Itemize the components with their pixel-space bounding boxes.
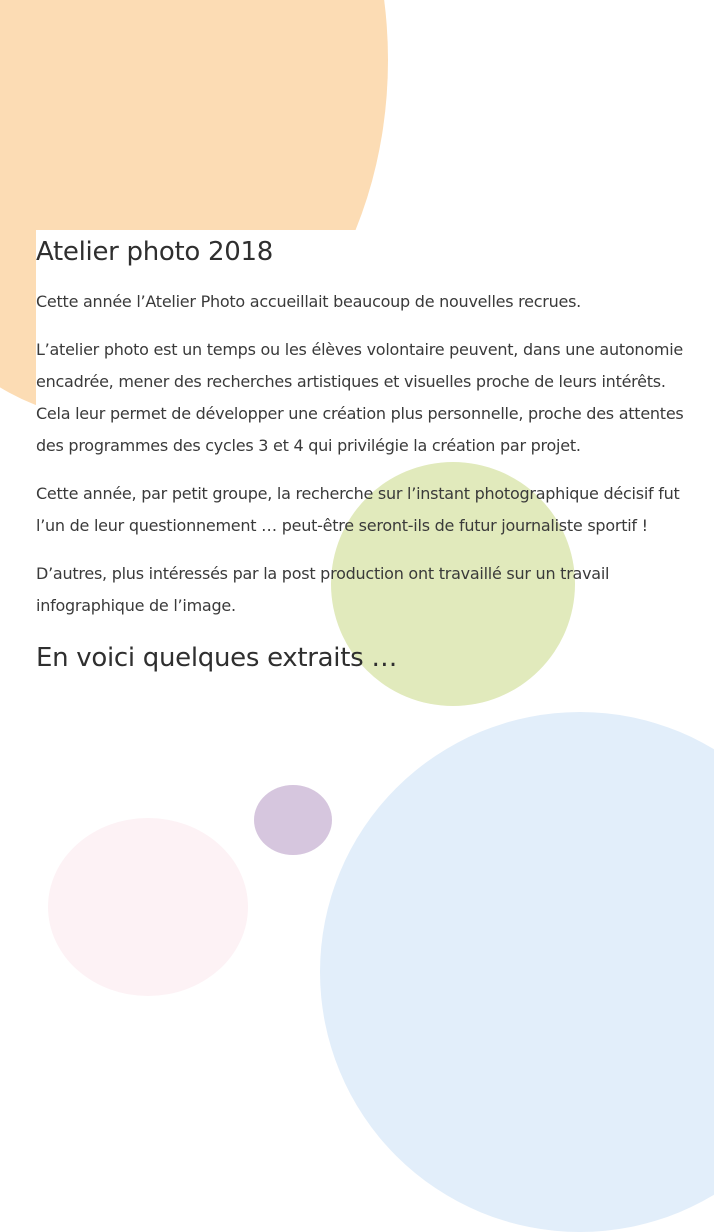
document-content <box>36 232 686 678</box>
paragraph-post-production: D’autres, plus intéressés par la post production ont travaillé sur un travail infographique de l’image. <box>36 564 610 615</box>
closing-heading: En voici quelques extraits … <box>36 643 398 673</box>
paragraph-research: Cette année, par petit groupe, la recherche sur l’instant photographique décisif fut l’un de leur questionnement … peut-être seront-ils de futur journaliste sportif ! <box>36 484 680 535</box>
paragraph-description: L’atelier photo est un temps ou les élèves volontaire peuvent, dans une autonomie encadrée, mener des recherches artistiques et visuelles proche de leurs intérêts. Cela leur permet de développer une création plus personnelle, proche des attentes des programmes des cycles 3 et 4 qui privilégie la création par projet. <box>36 340 684 455</box>
decorative-pink-circle <box>48 818 248 996</box>
decorative-purple-circle <box>254 785 332 855</box>
page-title: Atelier photo 2018 <box>36 237 273 267</box>
paragraph-intro: Cette année l’Atelier Photo accueillait beaucoup de nouvelles recrues. <box>36 292 582 311</box>
decorative-blue-circle <box>320 712 714 1232</box>
